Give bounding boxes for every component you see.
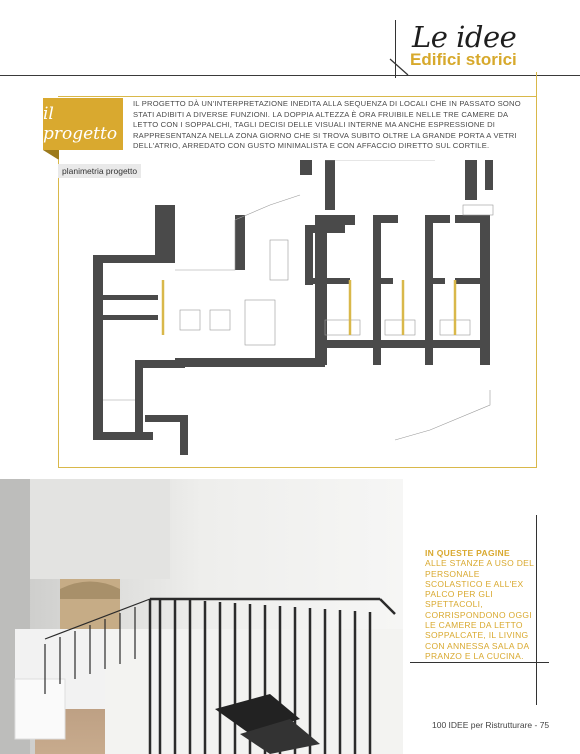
project-tag-label: il progetto — [43, 104, 118, 144]
frame-right-rule — [536, 72, 537, 467]
floor-plan-drawing — [85, 160, 505, 460]
caption-vertical-rule — [536, 515, 537, 705]
section-subtitle: Edifici storici — [410, 50, 517, 69]
cross-mark-icon — [388, 55, 410, 77]
project-tag-fold — [43, 150, 59, 160]
bedroom-photo — [0, 479, 403, 754]
photo-caption — [425, 548, 535, 661]
header-rule — [0, 75, 580, 76]
frame-top-rule — [58, 96, 536, 97]
plan-label: planimetria progetto — [58, 164, 141, 178]
frame-left-rule — [58, 160, 59, 467]
frame-bottom-rule — [58, 467, 537, 468]
caption-text: ALLE STANZE A USO DEL PERSONALE SCOLASTICO E ALL'EX PALCO PER GLI SPETTACOLI, CORRISPONDONO OGGI LE CAMERE DA LETTO SOPPALCATE, IL LIVING CON ANNESSA SALA DA PRANZO E LA CUCINA. — [425, 558, 534, 661]
intro-paragraph: IL PROGETTO DÀ UN'INTERPRETAZIONE INEDITA ALLA SEQUENZA DI LOCALI CHE IN PASSATO SONO STATI ADIBITI A DIVERSE FUNZIONI. LA DOPPIA ALTEZZA È ORA FRUIBILE NELLE TRE CAMERE DA LETTO CON I SOPPALCHI, TAGLI DECISI DELLE VISUALI INTERNE MA ANCHE ESPRESSIONE DI RAPPRESENTANZA NELLA ZONA GIORNO CHE SI TROVA SUBITO OLTRE LA GRANDE PORTA A VETRI DELL'ATRIO, ARREDATO CON GUSTO MINIMALISTA E CON AFFACCIO DIRETTO SUL CORTILE. — [133, 99, 521, 150]
page-footer: 100 IDEE per Ristrutturare - 75 — [432, 720, 550, 730]
section-title: Le idee — [412, 20, 517, 54]
caption-heading: IN QUESTE PAGINE — [425, 548, 510, 558]
caption-horizontal-rule — [410, 662, 549, 663]
